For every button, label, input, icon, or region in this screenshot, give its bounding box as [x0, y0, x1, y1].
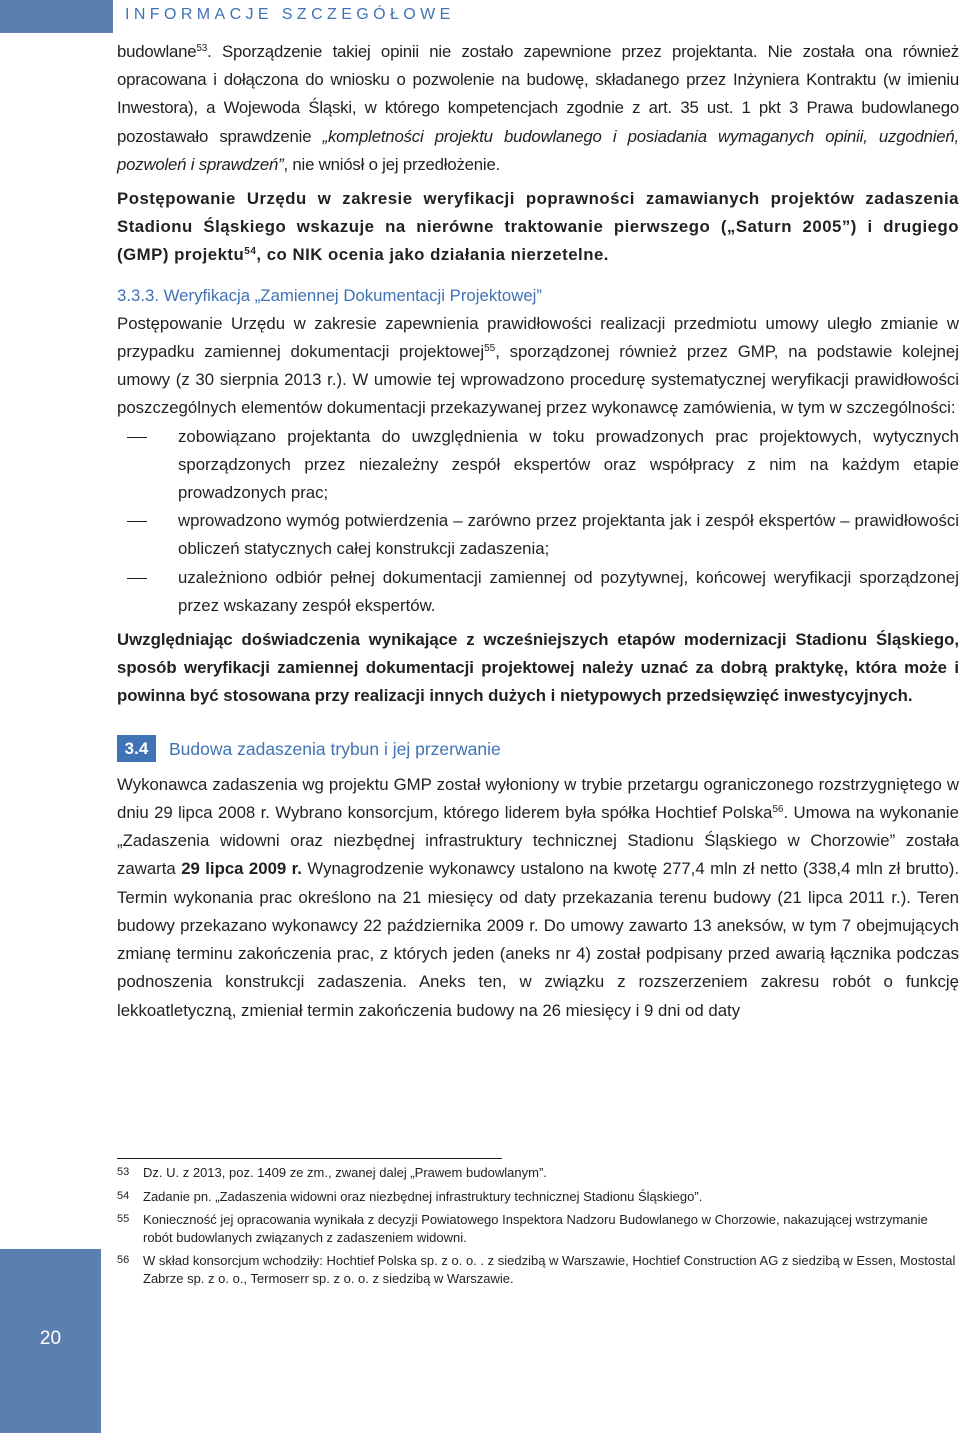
footnote-56: 56 W skład konsorcjum wchodziły: Hochtief Polska sp. z o. o. . z siedzibą w Warszawie, Hochtief Construction AG z siedzibą w Essen, Mostostal Zabrze sp. z o. o., Termoserr sp. z o. o. z siedzibą w Warszawie.: [117, 1253, 956, 1286]
footnote-divider: [117, 1158, 502, 1159]
dash-list: [117, 423, 959, 620]
paragraph-4-conclusion: Uwzględniając doświadczenia wynikające z wcześniejszych etapów modernizacji Stadionu Śląskiego, sposób weryfikacji zamiennej dokumentacji projektowej należy uznać za dobrą praktykę, która może i powinna być stosowana przy realizacji innych dużych i nietypowych przedsięwzięć inwestycyjnych.: [117, 630, 959, 706]
footnote-ref-56[interactable]: 56: [772, 804, 784, 816]
section-number: 3.4: [117, 735, 156, 762]
paragraph-1: budowlane$^{53}$. Sporządzenie takiej opinii nie zostało zapewnione przez projektanta. Nie została ona również opracowana i dołączona do wniosku o pozwolenie na budowę, składanego przez Inżyniera Kontraktu (w imieniu Inwestora), a Wojewoda Śląski, w którego kompetencjach zgodnie z art. 35 ust. 1 pkt 3 Prawa budowlanego pozostawało sprawdzenie „kompletności projektu budowlanego i posiadania wymaganych opinii, uzgodnień, pozwoleń i sprawdzeń”, nie wniósł o jej przedłożenie.: [117, 42, 959, 174]
subheading: 3.3.3. Weryfikacja „Zamiennej Dokumentacji Projektowej”: [117, 285, 542, 305]
list-item: zobowiązano projektanta do uwzględnienia w toku prowadzonych prac projektowych, wytycznych sporządzonych przez niezależny zespół ekspertów oraz współpracy z nim na każdym etapie prowadzonych prac;: [117, 423, 959, 508]
footnote-55: 55 Konieczność jej opracowania wynikała z decyzji Powiatowego Inspektora Nadzoru Budowlanego w Chorzowie, nakazującej wstrzymanie robót budowlanych związanych z zadaszeniem widowni.: [117, 1212, 928, 1245]
footnote-54: 54 Zadanie pn. „Zadaszenia widowni oraz niezbędnej infrastruktury technicznej Stadionu Śląskiego”.: [117, 1188, 703, 1204]
paragraph-5: Wykonawca zadaszenia wg projektu GMP został wyłoniony w trybie przetargu ograniczonego rozstrzygniętego w dniu 29 lipca 2008 r. Wybrano konsorcjum, którego liderem była spółka Hochtief Polska$^{56}$. Umowa na wykonanie „Zadaszenia widowni oraz niezbędnej infrastruktury technicznej Stadionu Śląskiego w Chorzowie” została zawarta 29 lipca 2009 r. Wynagrodzenie wykonawcy ustalono na kwotę 277,4 mln zł netto (338,4 mln zł brutto). Termin wykonania prac określono na 21 miesięcy od daty przekazania terenu budowy (21 lipca 2011 r.). Teren budowy przekazano wykonawcy 22 października 2009 r. Do umowy zawarto 13 aneksów, w tym 7 obejmujących zmianę terminu zakończenia prac, z których jeden (aneks nr 4) został podpisany przed awarią łącznika podczas podnoszenia konstrukcji zadaszenia. Aneks ten, w związku z rozszerzeniem zakresu robót o funkcję lekkoatletyczną, zmieniał termin zakończenia budowy na 26 miesięcy i 9 dni od daty: [117, 774, 959, 1020]
paragraph-2-finding: Postępowanie Urzędu w zakresie weryfikacji poprawności zamawianych projektów zadaszenia Stadionu Śląskiego wskazuje na nierówne traktowanie pierwszego („Saturn 2005”) i drugiego (GMP) projektu$^{54}$, co NIK ocenia jako działania nierzetelne.: [117, 189, 959, 265]
paragraph-3: Postępowanie Urzędu w zakresie zapewnienia prawidłowości realizacji przedmiotu umowy uległo zmianie w przypadku zamiennej dokumentacji projektowej$^{55}$, sporządzonej również przez GMP, na podstawie kolejnej umowy (z 30 sierpnia 2013 r.). W umowie tej wprowadzono procedurę systematycznej weryfikacji prawidłowości poszczególnych elementów dokumentacji przekazywanej przez wykonawcę zamówienia, w tym w szczególności:: [117, 313, 959, 418]
page-number: 20: [39, 1328, 62, 1349]
footnote-ref-55[interactable]: 55: [484, 343, 496, 355]
section-title: Budowa zadaszenia trybun i jej przerwanie: [169, 738, 501, 759]
footnotes: [117, 1164, 959, 1293]
header-color-block: [0, 0, 113, 33]
footnote-53: 53 Dz. U. z 2013, poz. 1409 ze zm., zwanej dalej „Prawem budowlanym”.: [117, 1165, 547, 1180]
page-content: [117, 38, 959, 1025]
section-heading: [117, 735, 959, 763]
list-item: wprowadzono wymóg potwierdzenia – zarówno przez projektanta jak i zespół ekspertów – prawidłowości obliczeń statycznych całej konstrukcji zadaszenia;: [117, 507, 959, 563]
footnote-ref-53[interactable]: 53: [196, 43, 208, 54]
footnote-ref-54[interactable]: 54: [244, 246, 257, 258]
quoted-text: „kompletności projektu budowlanego i posiadania wymaganych opinii, uzgodnień, pozwoleń i sprawdzeń”: [117, 126, 959, 174]
section-header: INFORMACJE SZCZEGÓŁOWE: [125, 6, 455, 23]
list-item: uzależniono odbiór pełnej dokumentacji zamiennej od pozytywnej, końcowej weryfikacji sporządzonej przez wskazany zespół ekspertów.: [117, 564, 959, 620]
